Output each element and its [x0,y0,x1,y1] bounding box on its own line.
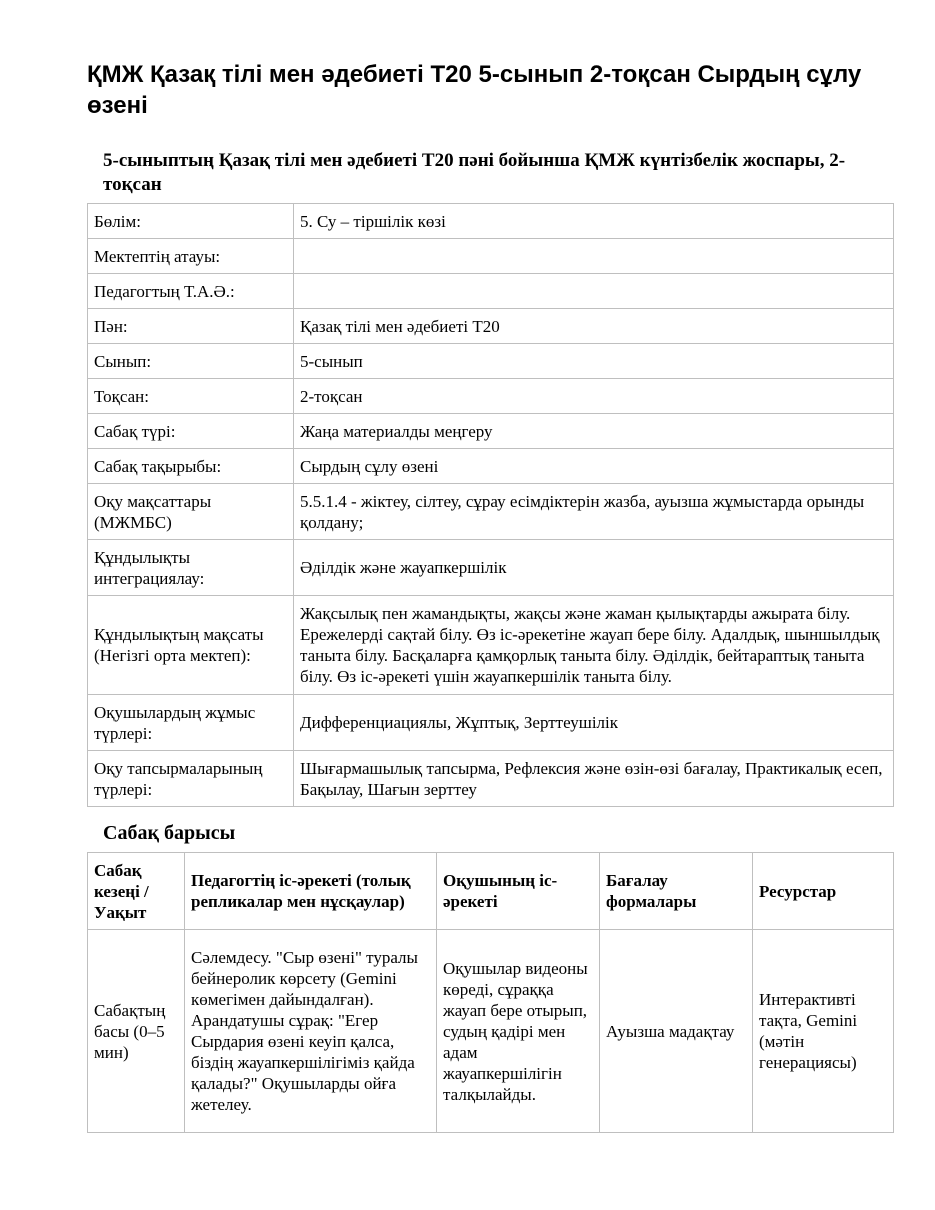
row-label: Сабақ түрі: [88,414,294,449]
row-value: 5-сынып [294,344,894,379]
table-row [88,309,894,344]
row-value: Әділдік және жауапкершілік [294,540,894,596]
table-row [88,540,894,596]
teacher-activity-cell: Сәлемдесу. "Сыр өзені" туралы бейнеролик көрсету (Gemini көмегімен дайындалған). Арандатушы сұрақ: "Егер Сырдария өзені кеуіп қалса, біздің жауапкершілігіміз қайда қалады?" Оқушыларды ойға жетелеу. [185,930,437,1133]
table-row [88,695,894,751]
table-row [88,930,894,1133]
table-row [88,274,894,309]
row-value: 5.5.1.4 - жіктеу, сілтеу, сұрау есімдіктерін жазба, ауызша жұмыстарда орынды қолдану; [294,484,894,540]
row-label: Оқушылардың жұмыс түрлері: [88,695,294,751]
row-value: Жаңа материалды меңгеру [294,414,894,449]
row-value: Дифференциациялы, Жұптық, Зерттеушілік [294,695,894,751]
table-row [88,344,894,379]
row-label: Мектептің атауы: [88,239,294,274]
row-value: Қазақ тілі мен әдебиеті Т20 [294,309,894,344]
lesson-progress-table [87,852,894,1133]
resources-cell: Интерактивті тақта, Gemini (мәтін генерациясы) [753,930,894,1133]
page-title: ҚМЖ Қазақ тілі мен әдебиеті Т20 5-сынып 2-тоқсан Сырдың сұлу өзені [87,61,862,119]
row-value [294,274,894,309]
row-label: Оқу мақсаттары (МЖМБС) [88,484,294,540]
row-value: 5. Су – тіршілік көзі [294,204,894,239]
row-label: Тоқсан: [88,379,294,414]
row-value: Шығармашылық тапсырма, Рефлексия және өзін-өзі бағалау, Практикалық есеп, Бақылау, Шағын зерттеу [294,751,894,807]
column-header-student: Оқушының іс-әрекеті [437,853,600,930]
table-row [88,239,894,274]
row-label: Бөлім: [88,204,294,239]
stage-cell: Сабақтың басы (0–5 мин) [88,930,185,1133]
table-row [88,449,894,484]
row-label: Пән: [88,309,294,344]
row-label: Құндылықты интеграциялау: [88,540,294,596]
row-label: Сынып: [88,344,294,379]
column-header-teacher: Педагогтің іс-әрекеті (толық репликалар мен нұсқаулар) [185,853,437,930]
table-row [88,204,894,239]
row-value [294,239,894,274]
row-value: Сырдың сұлу өзені [294,449,894,484]
assessment-cell: Ауызша мадақтау [600,930,753,1133]
column-header-resources: Ресурстар [753,853,894,930]
column-header-assessment: Бағалау формалары [600,853,753,930]
row-value: 2-тоқсан [294,379,894,414]
student-activity-cell: Оқушылар видеоны көреді, сұраққа жауап бере отырып, судың қадірі мен адам жауапкершілігін талқылайды. [437,930,600,1133]
row-label: Құндылықтың мақсаты (Негізгі орта мектеп): [88,596,294,695]
table-row [88,751,894,807]
lesson-progress-heading: Сабақ барысы [103,822,236,844]
row-value: Жақсылық пен жамандықты, жақсы және жаман қылықтарды ажырата білу. Ережелерді сақтай білу. Өз іс-әрекетіне жауап бере білу. Адалдық, шыншылдық таныта білу. Басқаларға қамқорлық таныта білу. Әділдік, бейтараптық таныта білу. Өз іс-әрекеті үшін жауапкершілік таныта білу. [294,596,894,695]
row-label: Оқу тапсырмаларының түрлері: [88,751,294,807]
lesson-info-table [87,203,894,807]
table-row [88,379,894,414]
document-subtitle: 5-сыныптың Қазақ тілі мен әдебиеті Т20 пәні бойынша ҚМЖ күнтізбелік жоспары, 2-тоқсан [103,150,846,195]
table-row [88,414,894,449]
column-header-stage: Сабақ кезеңі / Уақыт [88,853,185,930]
row-label: Педагогтың Т.А.Ә.: [88,274,294,309]
table-row [88,596,894,695]
table-row [88,484,894,540]
row-label: Сабақ тақырыбы: [88,449,294,484]
table-header-row [88,853,894,930]
